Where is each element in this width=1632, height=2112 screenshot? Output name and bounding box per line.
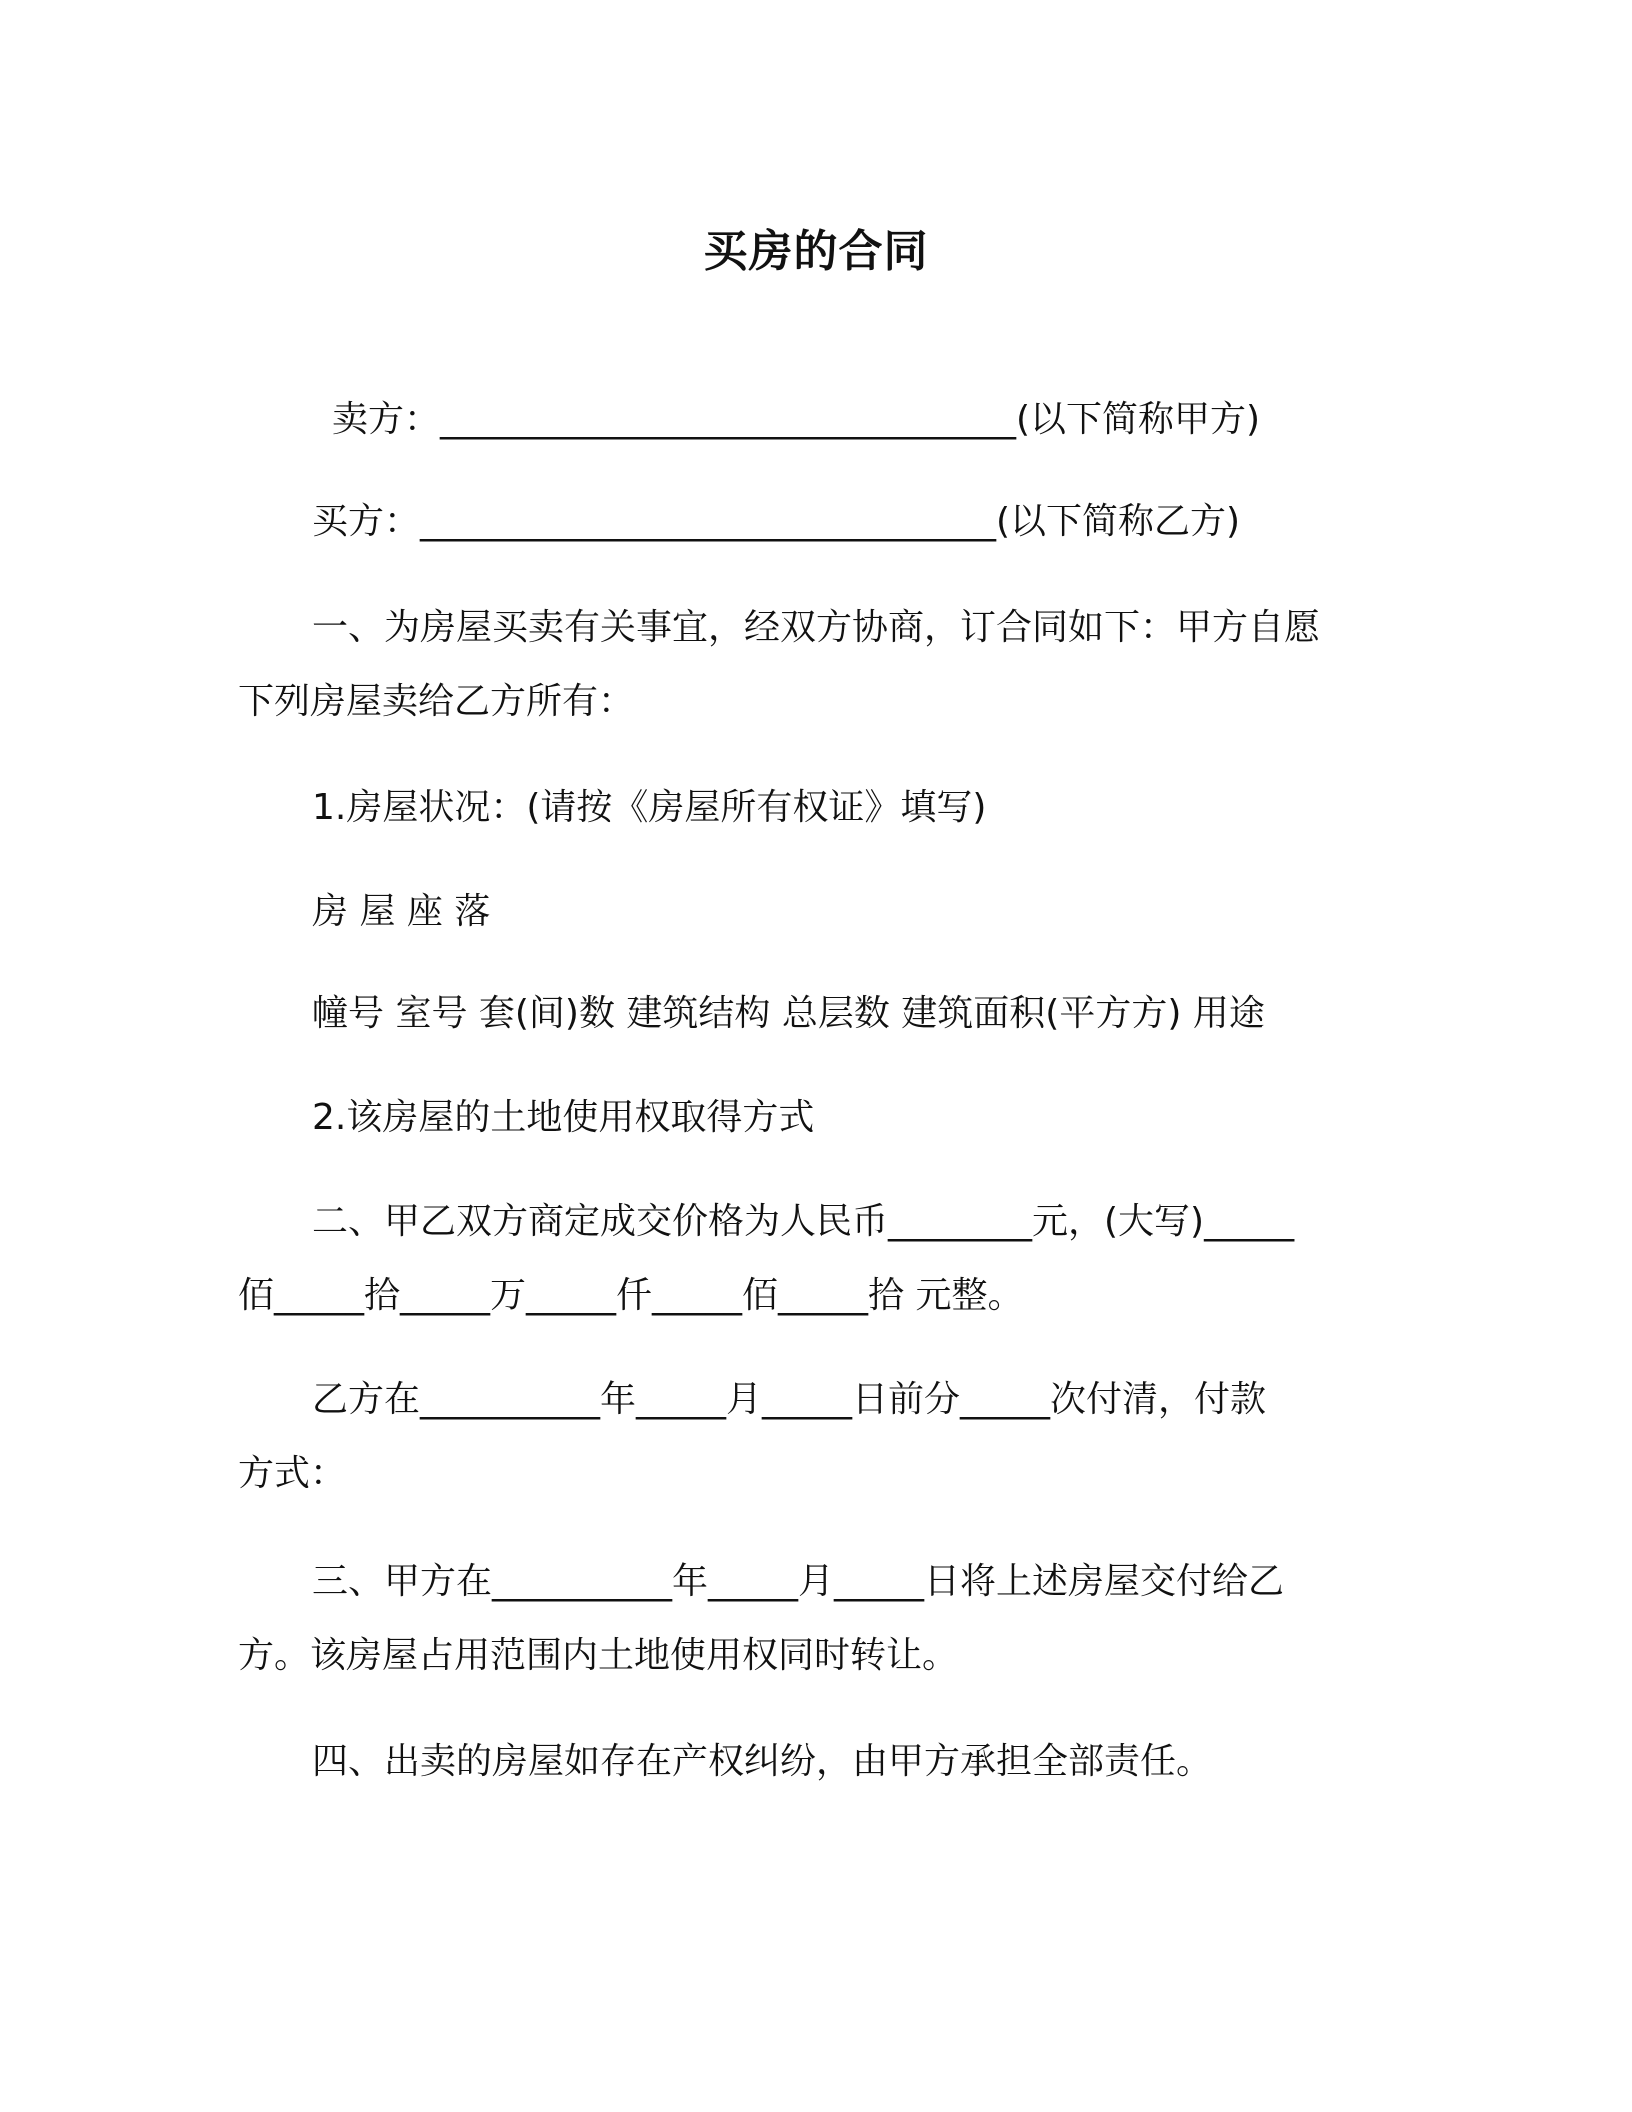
house-fields-line: 幢号 室号 套(间)数 建筑结构 总层数 建筑面积(平方方) 用途 [312,993,1265,1034]
house-status-line: 1.房屋状况：(请按《房屋所有权证》填写) [312,787,987,828]
buyer-line: 买方：________________________________(以下简称乙方) [312,501,1241,542]
house-location-line: 房 屋 座 落 [312,891,491,932]
payment-line-2: 方式： [238,1453,347,1494]
document-title: 买房的合同 [703,226,929,277]
clause-one-line-2: 下列房屋卖给乙方所有： [238,681,635,722]
clause-two-line-2: 佰_____拾_____万_____仟_____佰_____拾 元整。 [238,1275,1024,1316]
clause-two-line-1: 二、甲乙双方商定成交价格为人民币________元，(大写)_____ [312,1201,1295,1242]
clause-three-line-2: 方。该房屋占用范围内土地使用权同时转让。 [238,1635,959,1676]
payment-line-1: 乙方在__________年_____月_____日前分_____次付清，付款 [312,1379,1267,1420]
land-use-line: 2.该房屋的土地使用权取得方式 [312,1097,815,1138]
clause-four-line: 四、出卖的房屋如存在产权纠纷，由甲方承担全部责任。 [312,1741,1213,1782]
seller-line: 卖方：________________________________(以下简称甲方) [332,399,1261,440]
clause-one-line-1: 一、为房屋买卖有关事宜，经双方协商，订合同如下：甲方自愿 [312,607,1321,648]
clause-three-line-1: 三、甲方在__________年_____月_____日将上述房屋交付给乙 [312,1561,1285,1602]
